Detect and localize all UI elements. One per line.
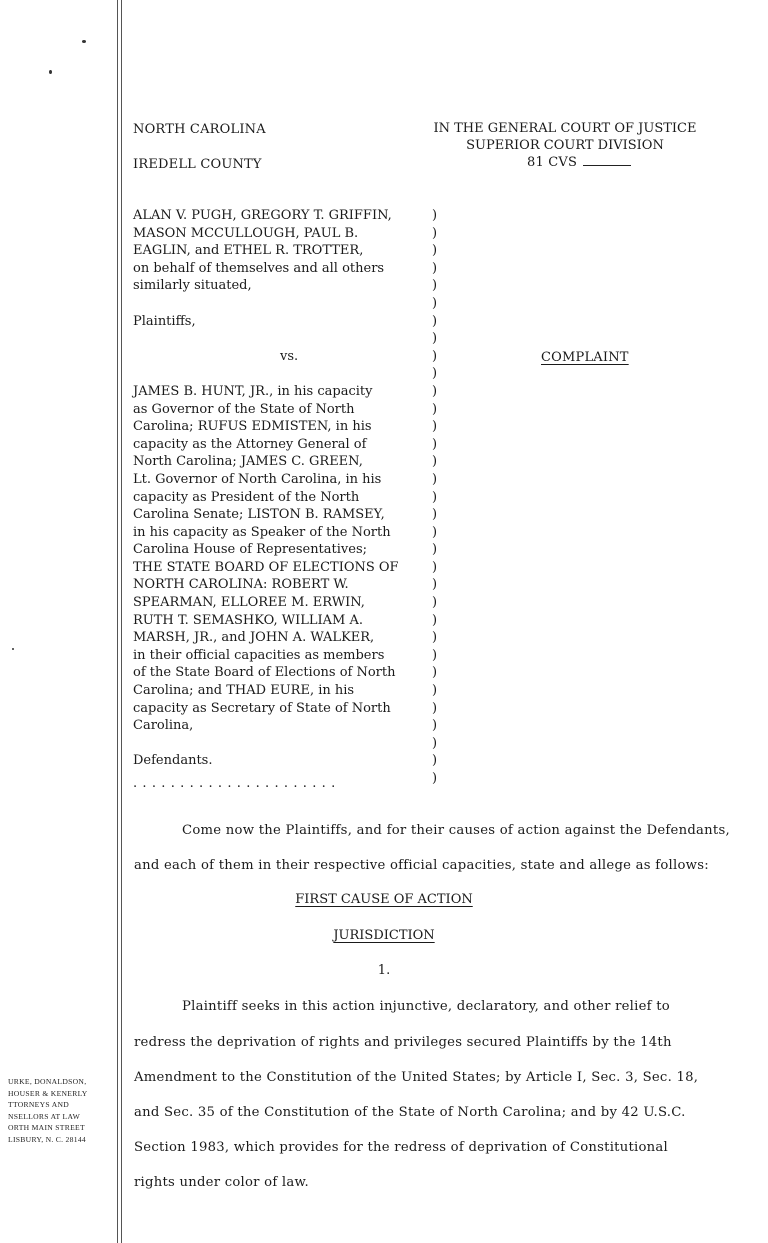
firm-line: TTORNEYS AND — [8, 1100, 70, 1110]
firm-line: LISBURY, N. C. 28144 — [8, 1134, 87, 1144]
paragraph-line: Amendment to the Constitution of the United States; by Article I, Sec. 3, Sec. 18, — [134, 1070, 699, 1085]
caption-parenthesis: ) — [432, 260, 438, 276]
defendant-line: MARSH, JR., and JOHN A. WALKER, — [133, 630, 375, 646]
caption-parenthesis: ) — [432, 771, 438, 786]
caption-parenthesis: ) — [432, 471, 438, 487]
margin-rule-right — [121, 0, 122, 1243]
paragraph-number: 1. — [377, 963, 391, 978]
caption-parenthesis: ) — [432, 507, 438, 523]
caption-parenthesis: ) — [432, 559, 438, 575]
plaintiff-line: ALAN V. PUGH, GREGORY T. GRIFFIN, — [133, 208, 392, 223]
defendant-line: in his capacity as Speaker of the North — [133, 524, 391, 540]
caption-parenthesis: ) — [432, 419, 438, 435]
court-line-2: SUPERIOR COURT DIVISION — [466, 138, 664, 153]
defendant-line: Carolina Senate; LISTON B. RAMSEY, — [133, 507, 385, 523]
scan-speck — [82, 40, 86, 43]
caption-dotted-rule: ...................... — [133, 776, 341, 791]
caption-parenthesis: ) — [432, 331, 438, 347]
scan-speck — [49, 70, 52, 74]
caption-parenthesis: ) — [432, 313, 438, 329]
caption-parenthesis: ) — [432, 454, 438, 470]
defendant-line: capacity as Secretary of State of North — [133, 700, 391, 716]
defendant-line: Carolina; and THAD EURE, in his — [133, 683, 355, 699]
defendant-line: as Governor of the State of North — [133, 401, 355, 417]
caption-parenthesis: ) — [432, 436, 438, 452]
margin-rule-left — [117, 0, 118, 1243]
firm-line: ORTH MAIN STREET — [8, 1123, 85, 1133]
defendant-line: Lt. Governor of North Carolina, in his — [133, 471, 382, 487]
intro-line-1: Come now the Plaintiffs, and for their causes of action against the Defendants, — [182, 823, 730, 838]
caption-parenthesis: ) — [432, 278, 438, 294]
caption-parenthesis: ) — [432, 225, 438, 241]
defendant-line: NORTH CAROLINA: ROBERT W. — [133, 577, 349, 593]
caption-parenthesis: ) — [432, 295, 438, 311]
caption-parenthesis: ) — [432, 489, 438, 505]
caption-parties — [133, 207, 433, 770]
caption-parenthesis-column — [432, 207, 437, 788]
defendant-line: North Carolina; JAMES C. GREEN, — [133, 454, 363, 470]
defendant-line: in their official capacities as members — [133, 647, 385, 663]
scan-speck — [12, 648, 14, 650]
caption-parenthesis: ) — [432, 718, 438, 734]
defendant-line: Carolina; RUFUS EDMISTEN, in his — [133, 419, 372, 435]
firm-line: URKE, DONALDSON, — [8, 1077, 87, 1086]
firm-line: HOUSER & KENERLY — [8, 1088, 88, 1098]
jurisdiction-heading: JURISDICTION — [333, 928, 435, 943]
defendant-line: JAMES B. HUNT, JR., in his capacity — [133, 383, 373, 399]
plaintiff-line: EAGLIN, and ETHEL R. TROTTER, — [133, 243, 364, 259]
firm-line: NSELLORS AT LAW — [8, 1111, 81, 1121]
defendant-line: of the State Board of Elections of North — [133, 665, 396, 681]
caption-parenthesis: ) — [432, 577, 438, 593]
case-number-label: 81 CVS — [527, 155, 578, 170]
caption-parenthesis: ) — [432, 735, 438, 751]
plaintiff-line: similarly situated, — [133, 278, 252, 294]
caption-parenthesis: ) — [432, 383, 438, 399]
caption-parenthesis: ) — [432, 542, 438, 558]
defendant-line: Carolina, — [133, 718, 194, 734]
caption-parenthesis: ) — [432, 524, 438, 540]
caption-parenthesis: ) — [432, 366, 438, 382]
defendant-line: RUTH T. SEMASHKO, WILLIAM A. — [133, 612, 364, 628]
caption-parenthesis: ) — [432, 700, 438, 716]
defendant-line: capacity as President of the North — [133, 489, 360, 505]
plaintiff-line: on behalf of themselves and all others — [133, 260, 385, 276]
caption-parenthesis: ) — [432, 647, 438, 663]
paragraph-line: and Sec. 35 of the Constitution of the State of North Carolina; and by 42 U.S.C. — [134, 1105, 686, 1120]
plaintiff-line: MASON MCCULLOUGH, PAUL B. — [133, 225, 359, 241]
plaintiffs-label: Plaintiffs, — [133, 313, 196, 329]
document-title: COMPLAINT — [541, 350, 629, 365]
intro-line-2: and each of them in their respective official capacities, state and allege as follows: — [134, 858, 709, 873]
caption-parenthesis: ) — [432, 348, 438, 364]
caption-parenthesis: ) — [432, 208, 438, 223]
defendant-line: capacity as the Attorney General of — [133, 436, 367, 452]
paragraph-line: Section 1983, which provides for the redress of deprivation of Constitutional — [134, 1140, 669, 1155]
caption-parenthesis: ) — [432, 683, 438, 699]
caption-parenthesis: ) — [432, 630, 438, 646]
defendant-line: THE STATE BOARD OF ELECTIONS OF — [133, 559, 399, 575]
paragraph-line: redress the deprivation of rights and privileges secured Plaintiffs by the 14th — [134, 1035, 672, 1050]
first-cause-heading: FIRST CAUSE OF ACTION — [295, 892, 473, 907]
defendants-label: Defendants. — [133, 753, 213, 769]
case-number — [527, 154, 631, 171]
court-line-1: IN THE GENERAL COURT OF JUSTICE — [433, 121, 697, 136]
paragraph-line: rights under color of law. — [134, 1175, 309, 1190]
county-name: IREDELL COUNTY — [133, 157, 262, 172]
paragraph-line: Plaintiff seeks in this action injunctive, declaratory, and other relief to — [182, 999, 670, 1014]
caption-parenthesis: ) — [432, 665, 438, 681]
caption-parenthesis: ) — [432, 753, 438, 769]
versus: vs. — [280, 348, 299, 364]
state-name: NORTH CAROLINA — [133, 122, 266, 137]
caption-parenthesis: ) — [432, 612, 438, 628]
defendant-line: Carolina House of Representatives; — [133, 542, 368, 558]
caption-parenthesis: ) — [432, 243, 438, 259]
case-number-blank — [583, 154, 631, 166]
law-firm-block — [8, 1076, 120, 1146]
caption-parenthesis: ) — [432, 595, 438, 611]
caption-parenthesis: ) — [432, 401, 438, 417]
defendant-line: SPEARMAN, ELLOREE M. ERWIN, — [133, 595, 365, 611]
